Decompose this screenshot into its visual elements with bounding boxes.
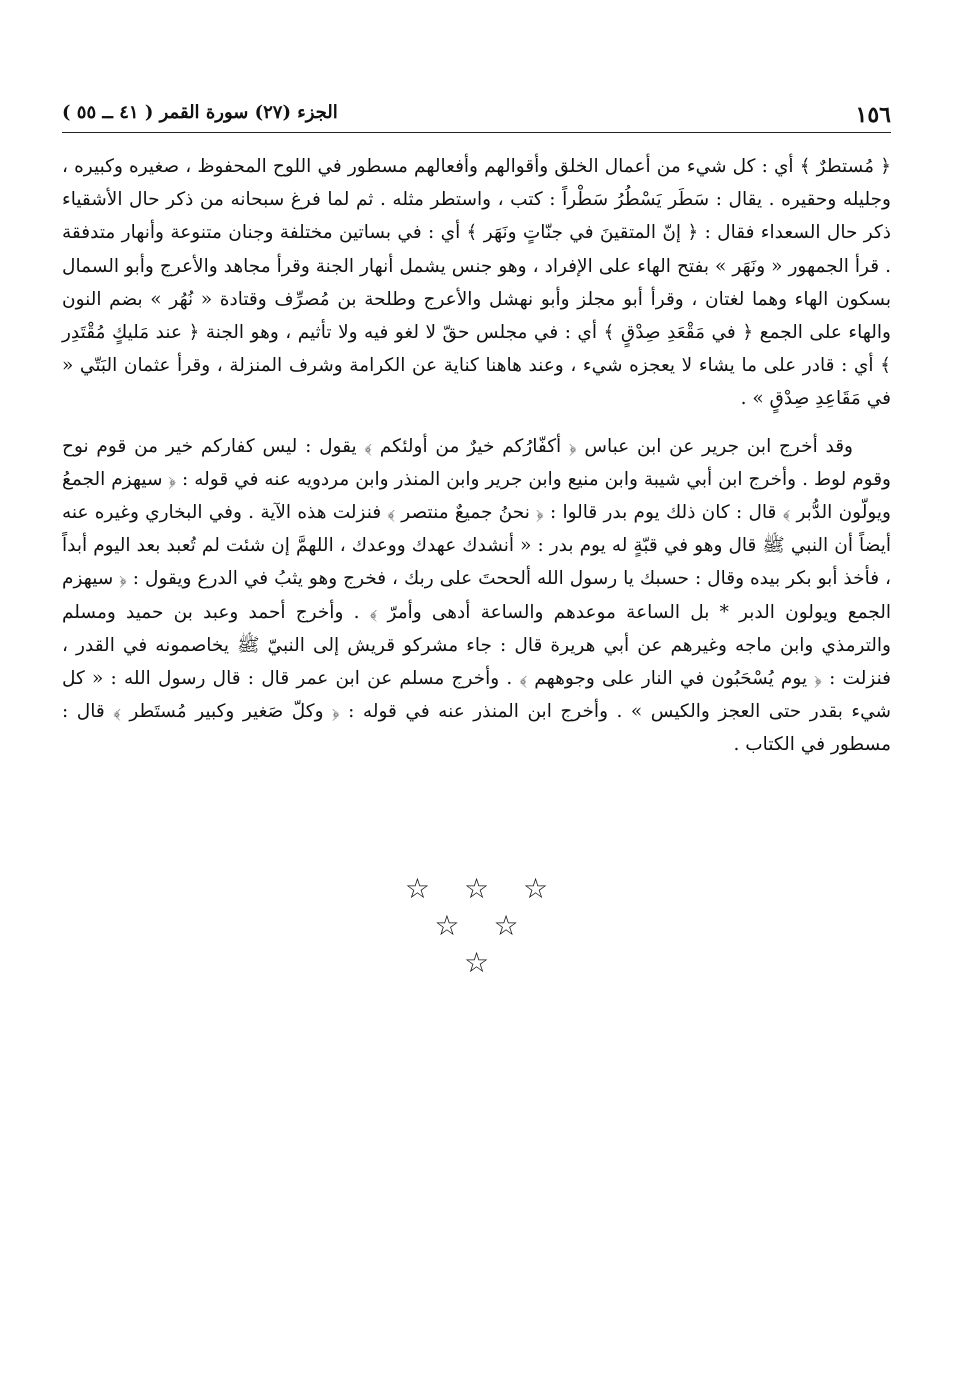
paragraph-2: وقد أخرج ابن جرير عن ابن عباس ﴿ أكفّارُكم خيرٌ من أولئكم ﴾ يقول : ليس كفاركم خير من قوم نوح وقوم لوط . وأخرج ابن أبي شيبة وابن منيع وابن جرير وابن المنذر وابن مردويه عنه في قوله : ﴿ سيهزم الجمعُ ويولّون الدُّبر ﴾ قال : كان ذلك يوم بدر قالوا : ﴿ نحنُ جميعٌ منتصر ﴾ فنزلت هذه الآية . وفي البخاري وغيره عنه أيضاً أن النبي ﷺ قال وهو في قبّةٍ له يوم بدر : « أنشدك عهدك ووعدك ، اللهمَّ إن شئت لم تُعبد بعد اليوم أبداً ، فأخذ أبو بكر بيده وقال : حسبك يا رسول الله ألححتَ على ربك ، فخرج وهو يثبُ في الدرع ويقول : ﴿ سيهزم الجمع ويولون الدبر * بل الساعة موعدهم والساعة أدهى وأمرّ ﴾ . وأخرج أحمد وعبد بن حميد ومسلم والترمذي وابن ماجه وغيرهم عن أبي هريرة قال : جاء مشركو قريش إلى النبيّ ﷺ يخاصمونه في القدر ، فنزلت : ﴿ يوم يُسْحَبُون في النار على وجوههم ﴾ . وأخرج مسلم عن ابن عمر قال : قال رسول الله : « كل شيء بقدر حتى العجز والكيس » . وأخرج ابن المنذر عنه في قوله : ﴿ وكلّ صَغير وكبير مُستَطر ﴾ قال : مسطور في الكتاب . xyxy=(62,435,891,756)
running-title: الجزء (٢٧) سورة القمر ( ٤١ ــ ٥٥ ) xyxy=(62,102,338,123)
star-row xyxy=(0,907,953,944)
star-icon: ☆ xyxy=(434,909,460,942)
page-body xyxy=(62,150,891,762)
star-icon: ☆ xyxy=(404,872,430,905)
star-row xyxy=(0,870,953,907)
star-icon: ☆ xyxy=(463,872,490,905)
star-icon: ☆ xyxy=(463,946,490,979)
page-number: ١٥٦ xyxy=(855,102,891,128)
star-row xyxy=(0,944,953,981)
star-ornament xyxy=(0,870,953,981)
page-header xyxy=(62,96,891,133)
paragraph-1: ﴿ مُستطرٌ ﴾ أي : كل شيء من أعمال الخلق وأقوالهم وأفعالهم مسطور في اللوح المحفوظ ، صغيره وكبيره ، وجليله وحقيره . يقال : سَطَر يَسْطُرُ سَطْراً : كتب ، واستطر مثله . ثم لما فرغ سبحانه من ذكر حال الأشقياء ذكر حال السعداء فقال : ﴿ إنّ المتقينَ في جنّاتٍ ونَهَر ﴾ أي : في بساتين مختلفة وجنان متنوعة وأنهار متدفقة . قرأ الجمهور « ونَهَر » بفتح الهاء على الإفراد ، وهو جنس يشمل أنهار الجنة وقرأ مجاهد والأعرج وأبو السمال بسكون الهاء وهما لغتان ، وقرأ أبو مجلز وأبو نهشل والأعرج وطلحة بن مُصرِّف وقتادة « نُهُر » بضم النون والهاء على الجمع ﴿ في مَقْعَدِ صِدْقٍ ﴾ أي : في مجلس حقّ لا لغو فيه ولا تأثيم ، وهو الجنة ﴿ عند مَليكٍ مُقْتَدِر ﴾ أي : قادر على ما يشاء لا يعجزه شيء ، وعند هاهنا كناية عن الكرامة وشرف المنزلة ، وقرأ عثمان البَتّي « في مَقَاعِدِ صِدْقٍ » . xyxy=(62,156,891,410)
star-icon: ☆ xyxy=(523,872,549,905)
star-icon: ☆ xyxy=(493,909,519,942)
